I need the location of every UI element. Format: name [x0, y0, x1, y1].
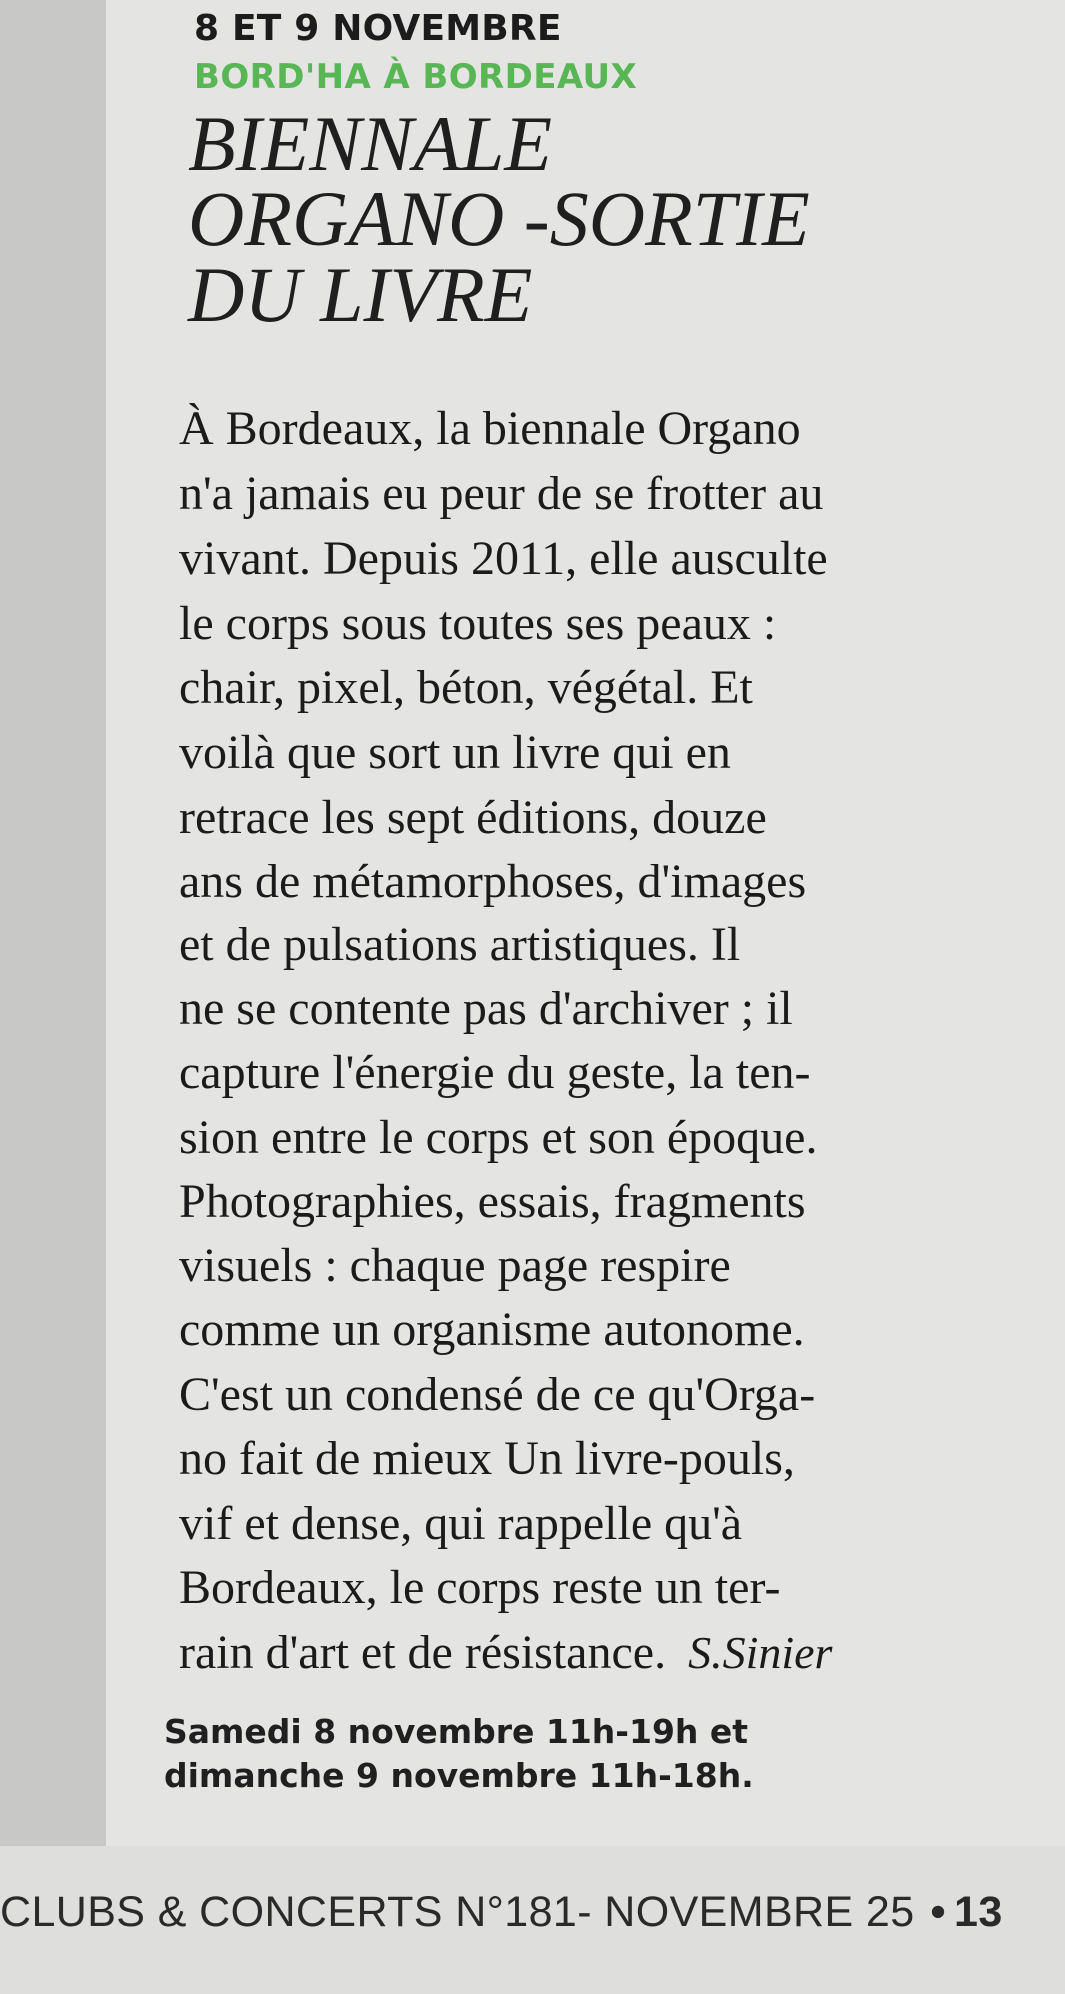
body-line-5: chair, pixel, béton, végétal. Et: [179, 661, 753, 714]
body-line-6: voilà que sort un livre qui en: [179, 726, 731, 779]
author-signature: S.Sinier: [688, 1627, 833, 1678]
event-date: 8 ET 9 NOVEMBRE: [194, 8, 562, 49]
body-line-14: visuels : chaque page respire: [179, 1239, 731, 1292]
body-line-20-text: rain d'art et de résistance.: [179, 1626, 667, 1679]
body-line-4: le corps sous toutes ses peaux :: [179, 597, 777, 650]
event-name: BORD'HA À BORDEAUX: [194, 57, 638, 97]
body-line-8: ans de métamorphoses, d'images: [179, 855, 807, 908]
body-line-17: no fait de mieux Un livre-pouls,: [179, 1432, 795, 1485]
body-line-13: Photographies, essais, fragments: [179, 1175, 806, 1228]
page-footer: [0, 1888, 1003, 1937]
body-line-1: À Bordeaux, la biennale Organo: [179, 402, 801, 455]
body-line-11: capture l'énergie du geste, la ten-: [179, 1046, 811, 1099]
schedule-line-2: dimanche 9 novembre 11h-18h.: [164, 1756, 754, 1795]
page-number: 13: [954, 1888, 1003, 1936]
headline-line-2: ORGANO -SORTIE: [188, 175, 810, 262]
body-line-19: Bordeaux, le corps reste un ter-: [179, 1561, 781, 1614]
page-gutter: [0, 0, 106, 1846]
body-line-7: retrace les sept éditions, douze: [179, 791, 767, 844]
schedule-line-1: Samedi 8 novembre 11h-19h et: [164, 1712, 749, 1751]
body-line-18: vif et dense, qui rappelle qu'à: [179, 1497, 743, 1550]
body-line-12: sion entre le corps et son époque.: [179, 1111, 818, 1164]
body-line-16: C'est un condensé de ce qu'Orga-: [179, 1368, 816, 1421]
headline-line-3: DU LIVRE: [188, 251, 533, 338]
body-line-2: n'a jamais eu peur de se frotter au: [179, 467, 824, 520]
body-line-9: et de pulsations artistiques. Il: [179, 918, 741, 971]
publication-info: CLUBS & CONCERTS N°181- NOVEMBRE 25: [0, 1888, 915, 1936]
body-line-10: ne se contente pas d'archiver ; il: [179, 982, 793, 1035]
body-line-20: [179, 1626, 833, 1679]
bullet-separator: •: [930, 1888, 947, 1936]
body-line-3: vivant. Depuis 2011, elle ausculte: [179, 532, 828, 585]
headline-line-1: BIENNALE: [188, 100, 552, 187]
body-line-15: comme un organisme autonome.: [179, 1303, 805, 1356]
